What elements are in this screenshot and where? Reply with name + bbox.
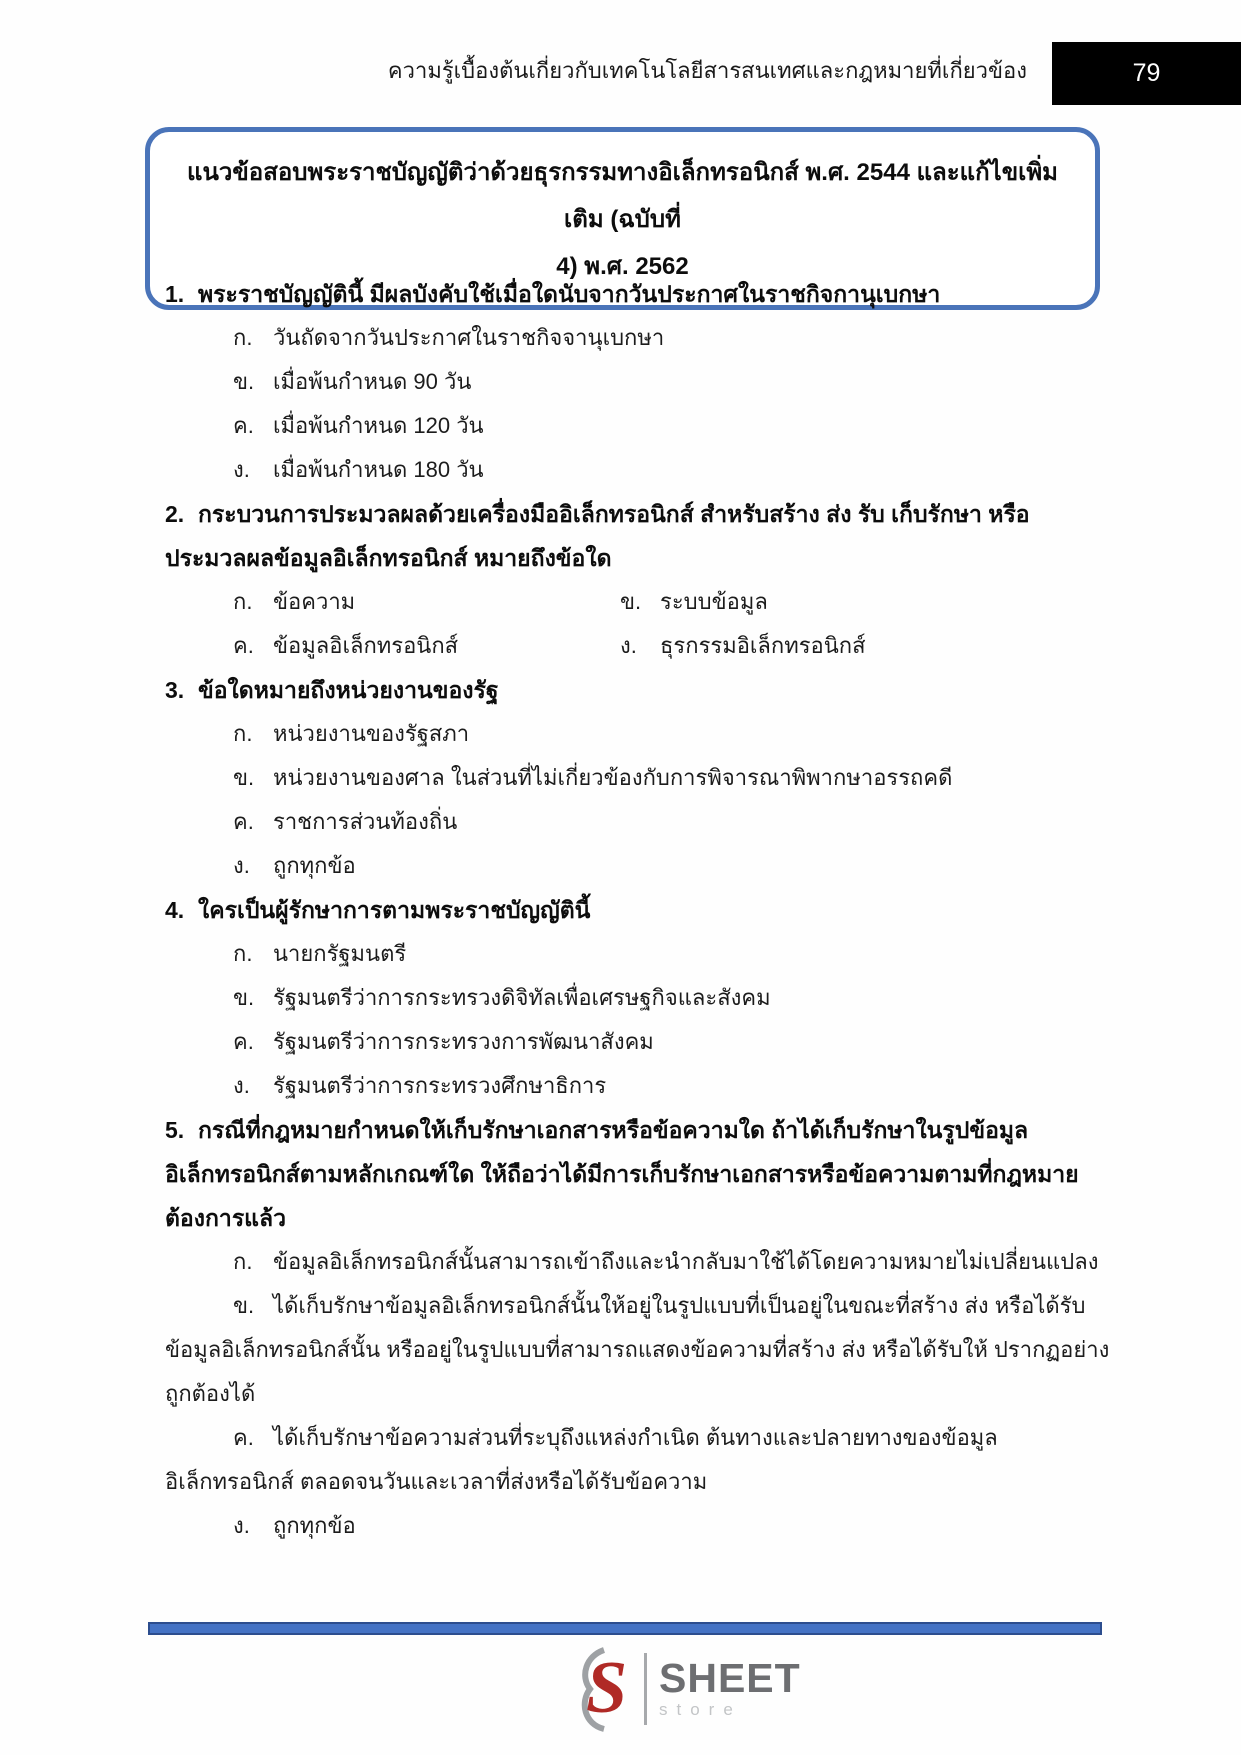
option-text: ระบบข้อมูล: [660, 589, 768, 614]
logo-divider-line: [644, 1653, 647, 1725]
question-3-option-d: [165, 844, 1110, 888]
question-5-option-c-continued: อิเล็กทรอนิกส์ ตลอดจนวันและเวลาที่ส่งหรือได้รับข้อความ: [165, 1469, 708, 1494]
page-header-title: ความรู้เบื้องต้นเกี่ยวกับเทคโนโลยีสารสนเทศและกฎหมายที่เกี่ยวข้อง: [387, 58, 1027, 83]
option-label: ข.: [233, 765, 255, 790]
option-text: รัฐมนตรีว่าการกระทรวงการพัฒนาสังคม: [273, 1029, 654, 1054]
question-3-number: 3.: [165, 677, 185, 703]
option-text: หน่วยงานของรัฐสภา: [273, 721, 470, 746]
question-2-option-d: [620, 624, 866, 668]
question-1-option-a: [165, 316, 1110, 360]
question-5-text: กรณีที่กฎหมายกำหนดให้เก็บรักษาเอกสารหรือข้อความใด ถ้าได้เก็บรักษาในรูปข้อมูล: [198, 1117, 1029, 1143]
option-text: รัฐมนตรีว่าการกระทรวงดิจิทัลเพื่อเศรษฐกิจและสังคม: [273, 985, 771, 1010]
option-text: เมื่อพ้นกำหนด 180 วัน: [273, 457, 484, 482]
option-text: หน่วยงานของศาล ในส่วนที่ไม่เกี่ยวข้องกับการพิจารณาพิพากษาอรรถคดี: [273, 765, 953, 790]
exam-title-line-1: แนวข้อสอบพระราชบัญญัติว่าด้วยธุรกรรมทางอิเล็กทรอนิกส์ พ.ศ. 2544 และแก้ไขเพิ่มเติม (ฉบับที่: [187, 159, 1058, 233]
question-1-text: พระราชบัญญัตินี้ มีผลบังคับใช้เมื่อใดนับจากวันประกาศในราชกิจกานุเบกษา: [198, 281, 941, 307]
option-label: ก.: [233, 721, 253, 746]
option-label: ข.: [233, 1293, 255, 1318]
option-label: ข.: [233, 369, 255, 394]
question-2-text-2: ประมวลผลข้อมูลอิเล็กทรอนิกส์ หมายถึงข้อใด: [165, 545, 612, 571]
question-2-options-row-1: [165, 580, 1110, 624]
option-label: ค.: [233, 633, 254, 658]
option-label: ค.: [233, 809, 254, 834]
question-4-option-a: [165, 932, 1110, 976]
option-label: ก.: [233, 325, 253, 350]
option-label: ข.: [620, 589, 642, 614]
option-label: ข.: [233, 985, 255, 1010]
question-1-number: 1.: [165, 281, 185, 307]
question-2-option-b: [620, 580, 768, 624]
footer-divider-bar: [148, 1622, 1102, 1635]
question-2-number: 2.: [165, 501, 185, 527]
option-label: ก.: [233, 941, 253, 966]
exam-title-line-2: 4) พ.ศ. 2562: [556, 253, 689, 280]
logo-subtitle: store: [659, 1700, 742, 1719]
question-3-option-a: [165, 712, 1110, 756]
question-2-options-row-2: [165, 624, 1110, 668]
question-4-text: ใครเป็นผู้รักษาการตามพระราชบัญญัตินี้: [198, 897, 591, 923]
questions-list: [165, 272, 1110, 1548]
option-text: นายกรัฐมนตรี: [273, 941, 407, 966]
question-3-option-c: [165, 800, 1110, 844]
question-2-option-a: [233, 589, 355, 614]
question-4-option-d: [165, 1064, 1110, 1108]
sheet-store-logo: [578, 1645, 801, 1733]
question-1-option-b: [165, 360, 1110, 404]
question-1-option-c: [165, 404, 1110, 448]
question-3-stem: [165, 668, 1110, 712]
option-label: ง.: [233, 457, 250, 482]
logo-text-block: [659, 1655, 801, 1720]
question-5-number: 5.: [165, 1117, 185, 1143]
question-5-option-b-continued: ข้อมูลอิเล็กทรอนิกส์นั้น หรืออยู่ในรูปแบบที่สามารถแสดงข้อความที่สร้าง ส่ง หรือได้รับให้ ปรากฏอย่าง: [165, 1337, 1110, 1362]
option-text: รัฐมนตรีว่าการกระทรวงศึกษาธิการ: [273, 1073, 607, 1098]
option-label: ค.: [233, 413, 254, 438]
question-5-option-b: [165, 1284, 1110, 1328]
question-4-option-b: [165, 976, 1110, 1020]
question-4-stem: [165, 888, 1110, 932]
option-label: ง.: [620, 633, 637, 658]
option-text: ข้อมูลอิเล็กทรอนิกส์นั้นสามารถเข้าถึงและนำกลับมาใช้ได้โดยความหมายไม่เปลี่ยนแปลง: [273, 1249, 1099, 1274]
question-5-option-b-continued-2: ถูกต้องได้: [165, 1381, 256, 1406]
question-5-option-d: [165, 1504, 1110, 1548]
question-5-option-c: [165, 1416, 1110, 1460]
option-text: ถูกทุกข้อ: [273, 1513, 356, 1538]
option-text: เมื่อพ้นกำหนด 120 วัน: [273, 413, 484, 438]
question-5-stem-continued-2: [165, 1196, 1110, 1240]
question-1-option-d: [165, 448, 1110, 492]
option-label: ค.: [233, 1425, 254, 1450]
question-3-option-b: [165, 756, 1110, 800]
question-5-stem: [165, 1108, 1110, 1152]
question-2-stem-continued: [165, 536, 1110, 580]
option-text: ข้อมูลอิเล็กทรอนิกส์: [273, 633, 459, 658]
option-text: ได้เก็บรักษาข้อมูลอิเล็กทรอนิกส์นั้นให้อยู่ในรูปแบบที่เป็นอยู่ในขณะที่สร้าง ส่ง หรือได้รับ: [273, 1293, 1086, 1318]
sheet-store-s-icon: [578, 1646, 640, 1732]
option-text: ราชการส่วนท้องถิ่น: [273, 809, 458, 834]
option-text: ถูกทุกข้อ: [273, 853, 356, 878]
option-text: เมื่อพ้นกำหนด 90 วัน: [273, 369, 472, 394]
option-text: ข้อความ: [273, 589, 356, 614]
option-label: ก.: [233, 589, 253, 614]
svg-text:S: S: [586, 1647, 628, 1729]
option-label: ง.: [233, 1073, 250, 1098]
option-text: วันถัดจากวันประกาศในราชกิจจานุเบกษา: [273, 325, 665, 350]
option-text: ธุรกรรมอิเล็กทรอนิกส์: [660, 633, 866, 658]
question-2-stem: [165, 492, 1110, 536]
option-label: ก.: [233, 1249, 253, 1274]
option-label: ง.: [233, 853, 250, 878]
question-4-number: 4.: [165, 897, 185, 923]
question-4-option-c: [165, 1020, 1110, 1064]
option-label: ค.: [233, 1029, 254, 1054]
page-number-box: [1052, 42, 1241, 105]
question-5-option-a: [165, 1240, 1110, 1284]
question-5-stem-continued: [165, 1152, 1110, 1196]
question-2-text: กระบวนการประมวลผลด้วยเครื่องมืออิเล็กทรอนิกส์ สำหรับสร้าง ส่ง รับ เก็บรักษา หรือ: [198, 501, 1030, 527]
page-number: 79: [1132, 59, 1161, 87]
question-1-stem: [165, 272, 1110, 316]
question-5-text-2: อิเล็กทรอนิกส์ตามหลักเกณฑ์ใด ให้ถือว่าได้มีการเก็บรักษาเอกสารหรือข้อความตามที่กฎหมาย: [165, 1161, 1079, 1187]
question-2-option-c: [233, 633, 458, 658]
option-text: ได้เก็บรักษาข้อความส่วนที่ระบุถึงแหล่งกำเนิด ต้นทางและปลายทางของข้อมูล: [273, 1425, 998, 1450]
question-3-text: ข้อใดหมายถึงหน่วยงานของรัฐ: [198, 677, 499, 703]
question-5-text-3: ต้องการแล้ว: [165, 1205, 287, 1231]
logo-name: SHEET: [659, 1655, 801, 1701]
option-label: ง.: [233, 1513, 250, 1538]
